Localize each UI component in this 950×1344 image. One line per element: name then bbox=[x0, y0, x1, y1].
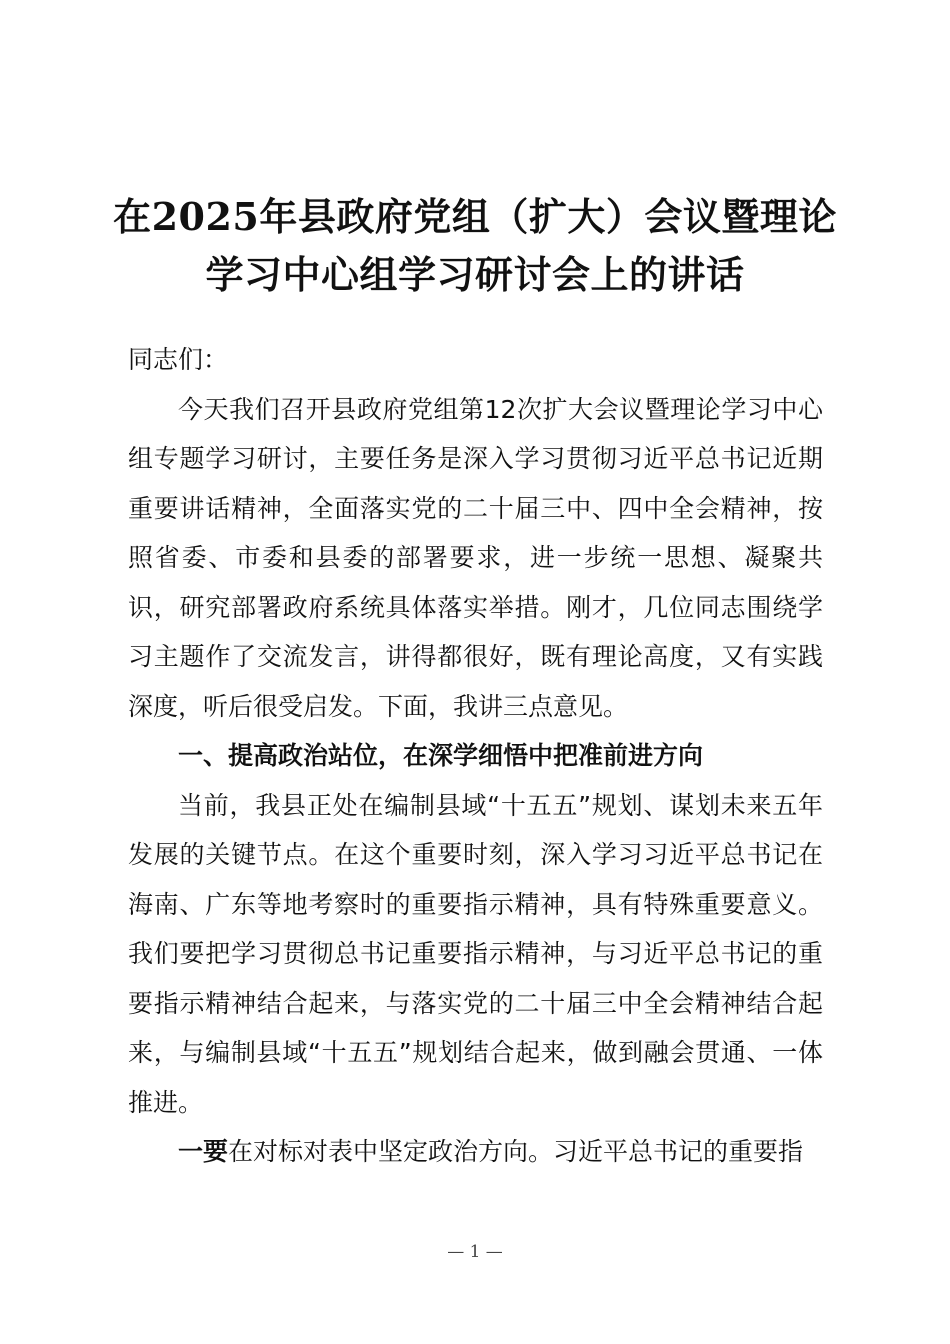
page-number: — 1 — bbox=[447, 1242, 503, 1262]
paragraph-intro: 今天我们召开县政府党组第12次扩大会议暨理论学习中心组专题学习研讨，主要任务是深入学习贯彻习近平总书记近期重要讲话精神，全面落实党的二十届三中、四中全会精神，按照省委、市委和县委的部署要求，进一步统一思想、凝聚共识，研究部署政府系统具体落实举措。刚才，几位同志围绕学习主题作了交流发言，讲得都很好，既有理论高度，又有实践深度，听后很受启发。下面，我讲三点意见。 bbox=[128, 394, 823, 721]
salutation: 同志们： bbox=[128, 345, 229, 374]
point-text: 在对标对表中坚定政治方向。习近平总书记的重要指 bbox=[228, 1137, 804, 1166]
paragraph-context: 当前，我县正处在编制县域“十五五”规划、谋划未来五年发展的关键节点。在这个重要时刻，深入学习习近平总书记在海南、广东等地考察时的重要指示精神，具有特殊重要意义。我们要把学习贯彻总书记重要指示精神，与习近平总书记的重要指示精神结合起来，与落实党的二十届三中全会精神结合起来，与编制县域“十五五”规划结合起来，做到融会贯通、一体推进。 bbox=[128, 790, 823, 1117]
document-body bbox=[128, 335, 823, 1177]
point-lead: 一要 bbox=[178, 1137, 229, 1166]
title-line-1: 在2025年县政府党组（扩大）会议暨理论 bbox=[113, 194, 837, 239]
paragraph-point-1 bbox=[128, 1127, 823, 1177]
document-title bbox=[110, 188, 840, 304]
title-line-2: 学习中心组学习研讨会上的讲话 bbox=[205, 252, 745, 297]
section-heading-1: 一、提高政治站位，在深学细悟中把准前进方向 bbox=[178, 741, 704, 770]
